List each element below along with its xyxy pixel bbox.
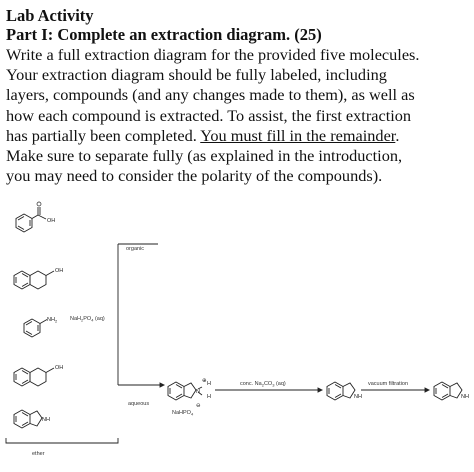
- reagent-text: CO: [263, 381, 273, 387]
- nh2-label: [47, 317, 58, 324]
- oh-label: OH: [55, 268, 64, 274]
- instructions-paragraph: [6, 45, 470, 186]
- instruction-line: Write a full extraction diagram for the provided five molecules.: [6, 45, 420, 64]
- salt-subscript: 4: [190, 411, 194, 417]
- reagent-label: [70, 316, 105, 323]
- nh-label: NH: [461, 394, 469, 400]
- instruction-line: how each compound is extracted. To assist, the first extraction: [6, 105, 412, 125]
- salt-label: [172, 410, 194, 417]
- extraction-diagram: [0, 192, 474, 472]
- reagent-subscript: 4: [91, 317, 94, 323]
- aniline-structure: [24, 319, 47, 337]
- nh2-subscript: 2: [54, 318, 58, 324]
- page-title: Lab Activity: [6, 6, 94, 25]
- isoindoline-product-structure: [327, 382, 355, 400]
- arrow-head-3: [425, 388, 429, 392]
- instruction-line: you may need to consider the polarity of the compounds).: [6, 166, 383, 186]
- instruction-line: Make sure to separate fully (as explained in the introduction,: [6, 146, 403, 166]
- salt-text: NaHPO: [172, 410, 191, 416]
- organic-layer-label: organic: [126, 246, 145, 252]
- part-heading: Part I: Complete an extraction diagram. (25): [6, 25, 322, 44]
- h-label: H: [207, 381, 211, 387]
- reagent-text: (aq): [93, 316, 105, 322]
- instruction-line: Your extraction diagram should be fully labeled, including: [6, 65, 387, 85]
- minus-charge-icon: ⊖: [196, 403, 201, 409]
- reagent-text: PO: [83, 316, 92, 322]
- ether-label: ether: [32, 451, 45, 457]
- reagent-text: NaH: [70, 316, 82, 322]
- n-label: N: [196, 389, 200, 395]
- reagent-text: conc. Na: [240, 381, 262, 387]
- instruction-text: .: [395, 125, 400, 145]
- start-bracket: [6, 438, 118, 443]
- instruction-line: [6, 126, 470, 146]
- arrow-head-2: [318, 388, 322, 392]
- reagent-subscript: 3: [272, 382, 275, 388]
- isoindoline-structure: [14, 410, 42, 428]
- reagent-label: [240, 381, 286, 388]
- instruction-text: has partially been completed.: [6, 125, 201, 145]
- oh-label: OH: [47, 218, 56, 224]
- nh2-text: NH: [47, 317, 55, 323]
- tetrahydronaphthol-structure: [14, 271, 54, 289]
- arrow-head-1: [160, 383, 164, 387]
- h-label: H: [207, 394, 211, 400]
- reagent-text: (aq): [274, 381, 286, 387]
- nh-label: NH: [354, 394, 362, 400]
- emphasis-underlined: You must fill in the remainder: [200, 125, 396, 145]
- instruction-line: layers, compounds (and any changes made to them), as well as: [6, 85, 415, 105]
- isoindoline-final-structure: [434, 382, 462, 400]
- plus-charge-icon: ⊕: [202, 378, 207, 384]
- benzoic-acid-structure: [16, 202, 46, 232]
- indanol-structure: [14, 368, 54, 386]
- reagent-subscript: 2: [261, 382, 264, 388]
- filtration-label: vacuum filtration: [368, 381, 409, 387]
- reagent-subscript: 2: [81, 317, 84, 323]
- oh-label: OH: [55, 365, 64, 371]
- aqueous-layer-label: aqueous: [128, 401, 150, 407]
- nh-label: NH: [42, 417, 50, 423]
